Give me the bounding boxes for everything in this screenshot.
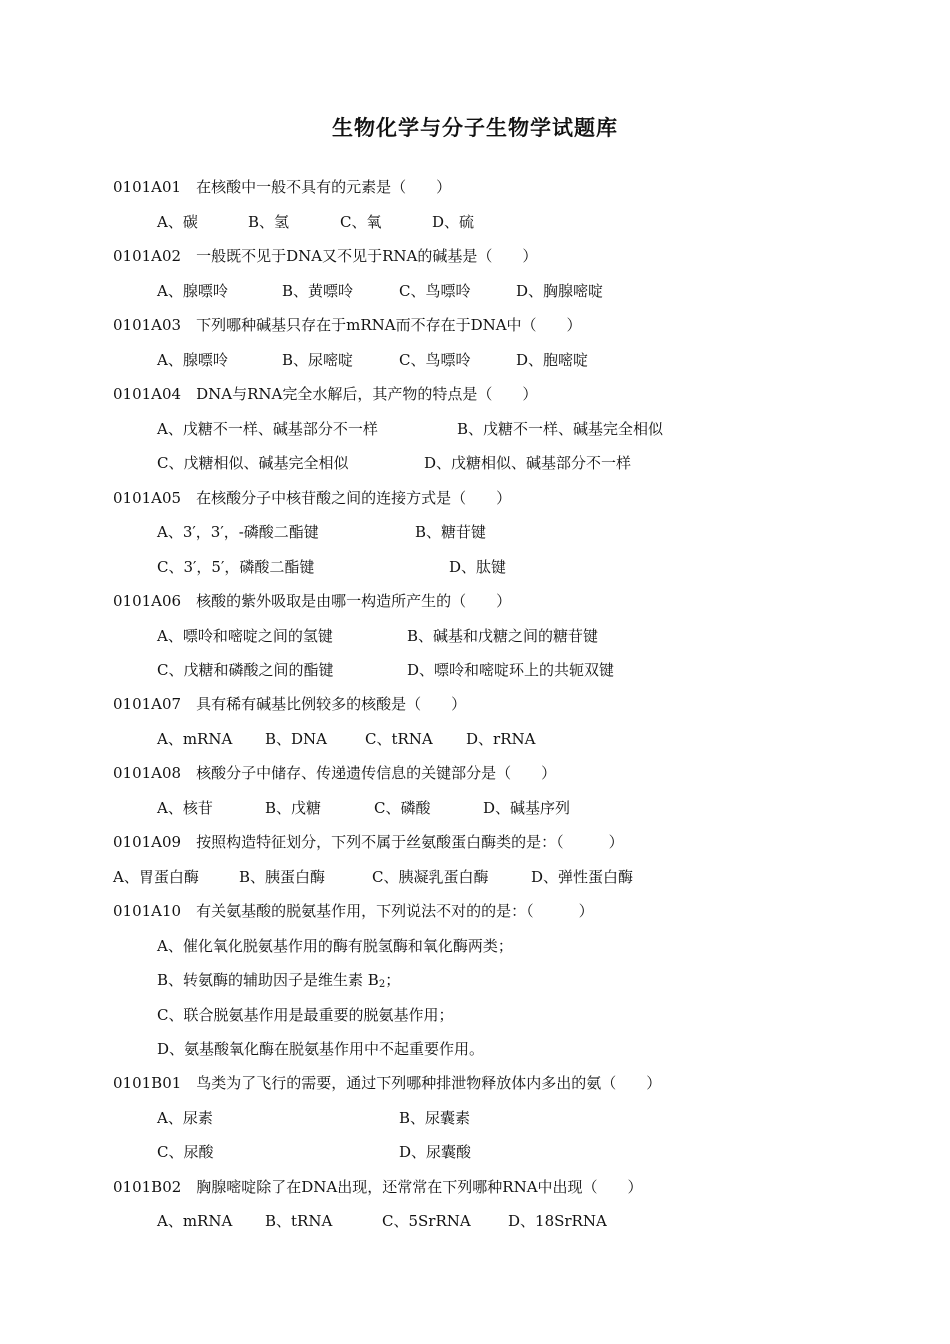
- option-a: A、胃蛋白酶: [113, 868, 199, 886]
- option-b: B、碱基和戊糖之间的糖苷键: [407, 627, 599, 645]
- option-b: B、胰蛋白酶: [239, 868, 326, 886]
- question-stem-q9: 0101A09 按照构造特征划分，下列不属于丝氨酸蛋白酶类的是：（ ）: [113, 833, 624, 851]
- option-a: A、碳: [157, 213, 198, 231]
- option-a: A、催化氧化脱氨基作用的酶有脱氢酶和氧化酶两类；: [157, 937, 513, 955]
- option-d: D、尿囊酸: [399, 1143, 472, 1161]
- option-c: C、胰凝乳蛋白酶: [372, 868, 489, 886]
- option-d: D、弹性蛋白酶: [531, 868, 634, 886]
- option-a: A、嘌呤和嘧啶之间的氢键: [157, 627, 333, 645]
- option-b: B、DNA: [265, 730, 328, 748]
- option-b: B、戊糖不一样、碱基完全相似: [457, 420, 664, 438]
- option-d: D、硫: [432, 213, 475, 231]
- question-stem-q10: 0101A10 有关氨基酸的脱氨基作用，下列说法不对的的是：（ ）: [113, 902, 594, 920]
- option-c: C、联合脱氨基作用是最重要的脱氨基作用；: [157, 1006, 454, 1024]
- option-b: B、尿囊素: [399, 1109, 471, 1127]
- option-c: C、鸟嘌呤: [399, 282, 471, 300]
- option-b: B、糖苷键: [415, 523, 487, 541]
- option-d: D、戊糖相似、碱基部分不一样: [424, 454, 632, 472]
- option-d: D、18SrRNA: [508, 1212, 607, 1230]
- option-a: A、腺嘌呤: [157, 282, 228, 300]
- option-b: B、转氨酶的辅助因子是维生素 $B_2$；: [157, 971, 401, 990]
- question-stem-q1: 0101A01 在核酸中一般不具有的元素是（ ）: [113, 178, 452, 196]
- page-title: 生物化学与分子生物学试题库: [332, 115, 618, 140]
- question-stem-q2: 0101A02 一般既不见于DNA又不见于RNA的碱基是（ ）: [113, 247, 538, 265]
- question-stem-q12: 0101B02 胸腺嘧啶除了在DNA出现，还常常在下列哪种RNA中出现（ ）: [113, 1178, 643, 1196]
- option-a: A、mRNA: [157, 730, 233, 748]
- question-stem-q11: 0101B01 鸟类为了飞行的需要，通过下列哪种排泄物释放体内多出的氨（ ）: [113, 1074, 662, 1092]
- option-d: D、胸腺嘧啶: [516, 282, 604, 300]
- option-c: C、3′，5′，磷酸二酯键: [157, 558, 315, 576]
- question-stem-q5: 0101A05 在核酸分子中核苷酸之间的连接方式是（ ）: [113, 489, 512, 507]
- option-c: C、5SrRNA: [382, 1212, 471, 1230]
- option-c: C、戊糖和磷酸之间的酯键: [157, 661, 334, 679]
- option-d: D、嘌呤和嘧啶环上的共轭双键: [407, 661, 615, 679]
- option-d: D、碱基序列: [483, 799, 571, 817]
- option-b: B、尿嘧啶: [282, 351, 354, 369]
- option-c: C、尿酸: [157, 1143, 214, 1161]
- option-b: B、氢: [248, 213, 290, 231]
- option-a: A、核苷: [157, 799, 213, 817]
- option-a: A、尿素: [157, 1109, 213, 1127]
- question-stem-q4: 0101A04 DNA与RNA完全水解后，其产物的特点是（ ）: [113, 385, 538, 403]
- option-d: D、胞嘧啶: [516, 351, 589, 369]
- question-stem-q7: 0101A07 具有稀有碱基比例较多的核酸是（ ）: [113, 695, 467, 713]
- question-stem-q3: 0101A03 下列哪种碱基只存在于mRNA而不存在于DNA中（ ）: [113, 316, 582, 334]
- option-d: D、氨基酸氧化酶在脱氨基作用中不起重要作用。: [157, 1040, 485, 1058]
- option-b: B、戊糖: [265, 799, 322, 817]
- option-d: D、rRNA: [466, 730, 536, 748]
- option-c: C、tRNA: [365, 730, 433, 748]
- option-c: C、戊糖相似、碱基完全相似: [157, 454, 349, 472]
- question-stem-q8: 0101A08 核酸分子中储存、传递遗传信息的关键部分是（ ）: [113, 764, 557, 782]
- option-a: A、腺嘌呤: [157, 351, 228, 369]
- option-b: B、黄嘌呤: [282, 282, 354, 300]
- option-d: D、肽键: [449, 558, 507, 576]
- option-c: C、氧: [340, 213, 382, 231]
- option-a: A、3′，3′，-磷酸二酯键: [157, 523, 319, 541]
- question-stem-q6: 0101A06 核酸的紫外吸取是由哪一构造所产生的（ ）: [113, 592, 512, 610]
- option-c: C、鸟嘌呤: [399, 351, 471, 369]
- option-c: C、磷酸: [374, 799, 431, 817]
- option-a: A、戊糖不一样、碱基部分不一样: [157, 420, 378, 438]
- option-b: B、tRNA: [265, 1212, 333, 1230]
- option-a: A、mRNA: [157, 1212, 233, 1230]
